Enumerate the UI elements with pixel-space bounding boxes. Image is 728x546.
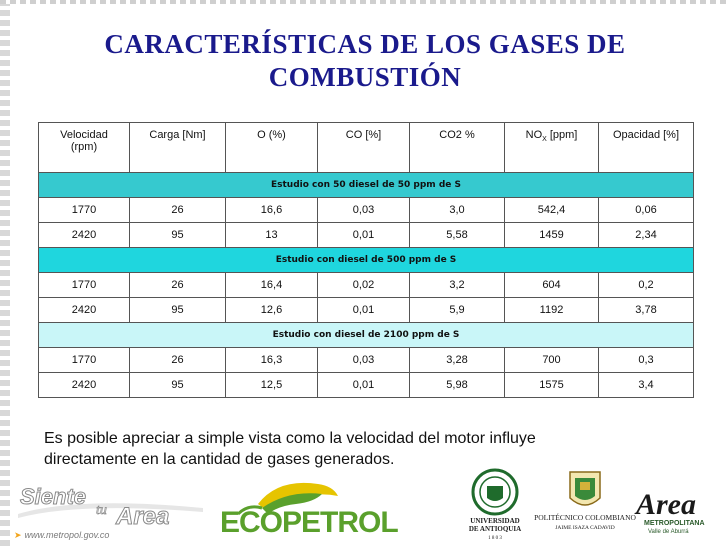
cell-velocidad: 2420: [39, 373, 130, 398]
ecopetrol-text: ECOPETROL: [220, 506, 398, 539]
cell-co2: 3,28: [410, 348, 505, 373]
cell-opacidad: 3,78: [599, 298, 694, 323]
table-row: [39, 198, 694, 223]
cell-nox: 1192: [505, 298, 599, 323]
cell-o2: 16,3: [226, 348, 318, 373]
cell-nox: 700: [505, 348, 599, 373]
table-body: [39, 173, 694, 398]
header-co2: CO2 %: [410, 123, 505, 173]
area-logo-line-1: METROPOLITANA: [644, 520, 705, 527]
slide-title: [40, 28, 690, 94]
cell-co: 0,03: [318, 198, 410, 223]
header-velocidad: [39, 123, 130, 173]
header-nox: [505, 123, 599, 173]
cell-co2: 5,58: [410, 223, 505, 248]
cell-o2: 13: [226, 223, 318, 248]
section-header-row: [39, 173, 694, 198]
cell-opacidad: 2,34: [599, 223, 694, 248]
header-o2: O (%): [226, 123, 318, 173]
gas-characteristics-table: [38, 122, 694, 398]
decorative-stripe: [0, 0, 10, 546]
cell-nox: 1459: [505, 223, 599, 248]
cell-carga: 95: [130, 298, 226, 323]
area-logo-word: Area: [636, 488, 696, 521]
cell-carga: 26: [130, 273, 226, 298]
table-row: [39, 298, 694, 323]
cell-velocidad: 1770: [39, 198, 130, 223]
table-row: [39, 223, 694, 248]
cell-co2: 5,98: [410, 373, 505, 398]
sponsor-footer: [0, 468, 728, 546]
table-row: [39, 273, 694, 298]
header-co: CO [%]: [318, 123, 410, 173]
table-row: [39, 373, 694, 398]
cell-velocidad: 2420: [39, 298, 130, 323]
arrow-icon: ➤: [14, 530, 22, 540]
header-velocidad-line-1: Velocidad: [60, 129, 108, 141]
cell-opacidad: 0,06: [599, 198, 694, 223]
cell-nox: 1575: [505, 373, 599, 398]
cell-o2: 16,6: [226, 198, 318, 223]
cell-velocidad: 1770: [39, 273, 130, 298]
header-velocidad-line-2: (rpm): [70, 141, 98, 153]
poli-line-2: JAIME ISAZA CADAVID: [555, 525, 615, 531]
cell-opacidad: 3,4: [599, 373, 694, 398]
area-metropolitana-logo: [630, 472, 720, 542]
cell-opacidad: 0,2: [599, 273, 694, 298]
cell-co: 0,03: [318, 348, 410, 373]
conclusion-text: [44, 428, 694, 470]
siente-word: Siente: [20, 484, 87, 509]
conclusion-line-1: Es posible apreciar a simple vista como la velocidad del motor influye: [44, 430, 536, 447]
table-row: [39, 348, 694, 373]
udea-line-1: UNIVERSIDAD: [470, 517, 520, 525]
ecopetrol-logo: [218, 474, 403, 539]
poli-line-1: POLITÉCNICO COLOMBIANO: [534, 513, 636, 522]
header-nox-base: NO: [525, 129, 543, 141]
shield-icon: [570, 472, 600, 505]
section-title: Estudio con diesel de 500 ppm de S: [39, 248, 694, 273]
siente-tu-area-logo: [18, 478, 203, 528]
footer-url-text: www.metropol.gov.co: [24, 530, 110, 540]
section-header-row: [39, 323, 694, 348]
table-header-row: [39, 123, 694, 173]
cell-co: 0,01: [318, 298, 410, 323]
header-opacidad: Opacidad [%]: [599, 123, 694, 173]
header-nox-unit: [ppm]: [546, 129, 578, 141]
header-carga: Carga [Nm]: [130, 123, 226, 173]
section-header-row: [39, 248, 694, 273]
udea-logo: [460, 468, 530, 540]
slide-title-line-2: COMBUSTIÓN: [268, 62, 462, 92]
cell-o2: 16,4: [226, 273, 318, 298]
udea-line-2: DE ANTIOQUIA: [468, 525, 522, 533]
cell-velocidad: 2420: [39, 223, 130, 248]
cell-carga: 95: [130, 223, 226, 248]
cell-velocidad: 1770: [39, 348, 130, 373]
area-logo-line-2: Valle de Aburrá: [648, 529, 689, 535]
cell-carga: 95: [130, 373, 226, 398]
cell-carga: 26: [130, 198, 226, 223]
cell-co2: 3,0: [410, 198, 505, 223]
politecnico-logo: [534, 468, 636, 540]
cell-o2: 12,5: [226, 373, 318, 398]
header-nox-sub: X: [542, 136, 547, 144]
cell-co: 0,01: [318, 223, 410, 248]
slide-title-line-1: CARACTERÍSTICAS DE LOS GASES DE: [104, 29, 626, 59]
cell-nox: 542,4: [505, 198, 599, 223]
decorative-top-rule: [0, 0, 728, 4]
cell-co2: 3,2: [410, 273, 505, 298]
cell-co2: 5,9: [410, 298, 505, 323]
cell-co: 0,01: [318, 373, 410, 398]
cell-o2: 12,6: [226, 298, 318, 323]
section-title: Estudio con 50 diesel de 50 ppm de S: [39, 173, 694, 198]
conclusion-line-2: directamente en la cantidad de gases generados.: [44, 451, 395, 468]
cell-nox: 604: [505, 273, 599, 298]
cell-opacidad: 0,3: [599, 348, 694, 373]
crest-icon: [473, 470, 517, 514]
udea-line-3: 1 8 0 3: [488, 536, 502, 541]
area-word: Area: [116, 503, 170, 530]
section-title: Estudio con diesel de 2100 ppm de S: [39, 323, 694, 348]
cell-co: 0,02: [318, 273, 410, 298]
cell-carga: 26: [130, 348, 226, 373]
tu-word: tu: [96, 503, 107, 518]
footer-url[interactable]: [14, 530, 109, 541]
